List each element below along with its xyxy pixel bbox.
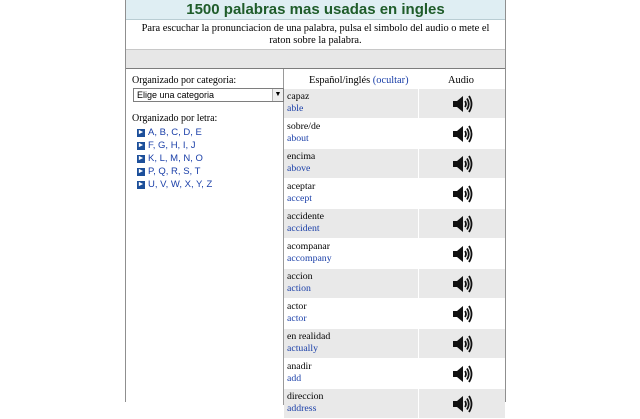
chevron-down-icon[interactable]: ▼ xyxy=(272,89,283,101)
speaker-icon[interactable] xyxy=(451,153,473,175)
intro-text: Para escuchar la pronunciacion de una palabra, pulsa el simbolo del audio o mete el raton sobre la palabra. xyxy=(141,23,490,46)
table-row xyxy=(284,389,505,419)
english-word[interactable]: above xyxy=(287,163,311,174)
word-table xyxy=(284,69,505,414)
english-word[interactable]: address xyxy=(287,403,317,414)
audio-cell[interactable] xyxy=(419,299,505,328)
english-word[interactable]: about xyxy=(287,133,309,144)
spanish-word: acompanar xyxy=(287,241,330,252)
english-word[interactable]: accident xyxy=(287,223,320,234)
word-cell[interactable] xyxy=(284,359,418,388)
speaker-icon[interactable] xyxy=(451,363,473,385)
table-row xyxy=(284,239,505,269)
table-row xyxy=(284,209,505,239)
word-cell[interactable] xyxy=(284,329,418,358)
table-row xyxy=(284,149,505,179)
sidebar xyxy=(126,69,284,405)
letter-label: Organizado por letra: xyxy=(132,113,218,124)
letter-group-link[interactable]: K, L, M, N, O xyxy=(148,153,203,164)
audio-cell[interactable] xyxy=(419,359,505,388)
audio-cell[interactable] xyxy=(419,149,505,178)
audio-cell[interactable] xyxy=(419,209,505,238)
letter-group-item[interactable] xyxy=(137,178,212,191)
word-cell[interactable] xyxy=(284,209,418,238)
speaker-icon[interactable] xyxy=(451,273,473,295)
words-column-header xyxy=(309,75,409,86)
table-row xyxy=(284,179,505,209)
speaker-icon[interactable] xyxy=(451,243,473,265)
arrow-right-icon: ► xyxy=(137,141,145,149)
separator-bar xyxy=(126,49,505,69)
spanish-word: sobre/de xyxy=(287,121,321,132)
letter-group-link[interactable]: P, Q, R, S, T xyxy=(148,166,201,177)
speaker-icon[interactable] xyxy=(451,183,473,205)
audio-column-header: Audio xyxy=(448,75,474,86)
speaker-icon[interactable] xyxy=(451,93,473,115)
spanish-word: en realidad xyxy=(287,331,331,342)
arrow-right-icon: ► xyxy=(137,128,145,136)
word-cell[interactable] xyxy=(284,299,418,328)
audio-cell[interactable] xyxy=(419,269,505,298)
main-content xyxy=(126,69,505,414)
category-select-value: Elige una categoria xyxy=(137,90,215,100)
word-cell[interactable] xyxy=(284,89,418,118)
table-header xyxy=(284,69,505,89)
table-row xyxy=(284,329,505,359)
arrow-right-icon: ► xyxy=(137,167,145,175)
english-word[interactable]: able xyxy=(287,103,304,114)
letter-group-link[interactable]: F, G, H, I, J xyxy=(148,140,196,151)
spanish-word: accion xyxy=(287,271,313,282)
audio-cell[interactable] xyxy=(419,389,505,418)
category-label: Organizado por categoria: xyxy=(132,75,237,86)
speaker-icon[interactable] xyxy=(451,123,473,145)
english-word[interactable]: actor xyxy=(287,313,307,324)
spanish-word: actor xyxy=(287,301,307,312)
category-select[interactable] xyxy=(133,88,284,102)
table-row xyxy=(284,269,505,299)
arrow-right-icon: ► xyxy=(137,154,145,162)
audio-cell[interactable] xyxy=(419,329,505,358)
letter-list xyxy=(137,126,212,191)
english-word[interactable]: accept xyxy=(287,193,313,204)
arrow-right-icon: ► xyxy=(137,180,145,188)
word-cell[interactable] xyxy=(284,149,418,178)
speaker-icon[interactable] xyxy=(451,303,473,325)
page-container xyxy=(125,0,506,414)
spanish-word: direccion xyxy=(287,391,324,402)
table-row xyxy=(284,359,505,389)
letter-group-link[interactable]: U, V, W, X, Y, Z xyxy=(148,179,213,190)
letter-group-item[interactable] xyxy=(137,152,212,165)
letter-group-link[interactable]: A, B, C, D, E xyxy=(148,127,202,138)
table-row xyxy=(284,89,505,119)
spanish-word: aceptar xyxy=(287,181,316,192)
speaker-icon[interactable] xyxy=(451,213,473,235)
spanish-word: capaz xyxy=(287,91,310,102)
speaker-icon[interactable] xyxy=(451,333,473,355)
letter-group-item[interactable] xyxy=(137,165,212,178)
audio-cell[interactable] xyxy=(419,89,505,118)
table-row xyxy=(284,299,505,329)
audio-cell[interactable] xyxy=(419,119,505,148)
hide-translation-link[interactable]: (ocultar) xyxy=(372,75,409,86)
word-cell[interactable] xyxy=(284,269,418,298)
page-title: 1500 palabras mas usadas en ingles xyxy=(126,0,505,20)
audio-cell[interactable] xyxy=(419,179,505,208)
english-word[interactable]: actually xyxy=(287,343,319,354)
audio-cell[interactable] xyxy=(419,239,505,268)
spanish-word: accidente xyxy=(287,211,324,222)
speaker-icon[interactable] xyxy=(451,393,473,415)
word-cell[interactable] xyxy=(284,389,418,418)
spanish-word: anadir xyxy=(287,361,312,372)
english-word[interactable]: action xyxy=(287,283,311,294)
english-word[interactable]: accompany xyxy=(287,253,332,264)
letter-group-item[interactable] xyxy=(137,126,212,139)
word-cell[interactable] xyxy=(284,179,418,208)
letter-group-item[interactable] xyxy=(137,139,212,152)
words-column-label: Español/inglés xyxy=(309,75,371,86)
table-row xyxy=(284,119,505,149)
word-cell[interactable] xyxy=(284,119,418,148)
word-cell[interactable] xyxy=(284,239,418,268)
english-word[interactable]: add xyxy=(287,373,302,384)
spanish-word: encima xyxy=(287,151,316,162)
table-body xyxy=(284,89,505,419)
